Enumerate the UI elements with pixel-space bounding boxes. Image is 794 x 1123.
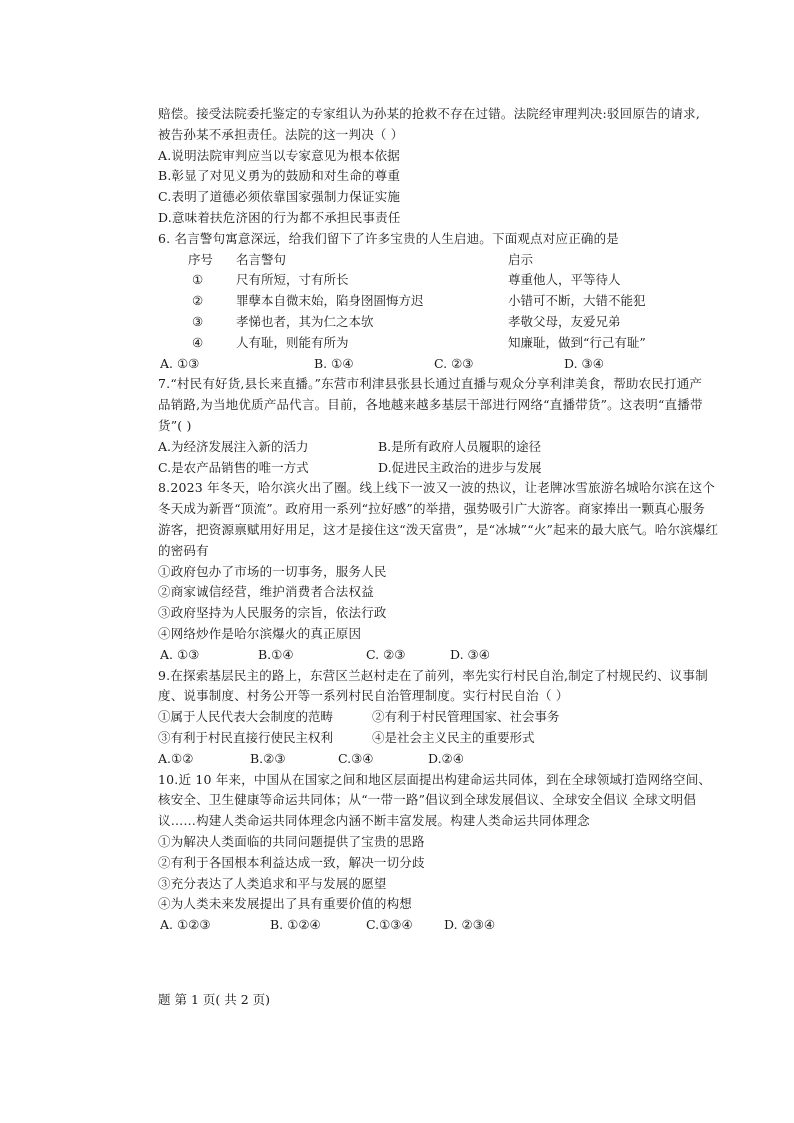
q6-row-saying: 罪孽本自微末始，陷身囹圄悔方迟 [236, 293, 424, 309]
q8-statement-3: ③政府坚持为人民服务的宗旨，依法行政 [158, 605, 387, 621]
q6-row-no: ③ [192, 313, 204, 329]
q9-option-a: A.①② [158, 750, 194, 766]
q10-option-a: A. ①②③ [160, 917, 211, 933]
q6-table-row [158, 333, 718, 354]
q8-statement-1: ①政府包办了市场的一切事务，服务人民 [158, 563, 387, 579]
q9-statement-4: ④是社会主义民主的重要形式 [372, 729, 535, 745]
q7-option-b: B.是所有政府人员履职的途径 [378, 438, 542, 454]
q6-row-hint: 小错可不断，大错不能犯 [508, 293, 646, 309]
q9-option-c: C.③④ [338, 750, 374, 766]
q7-text-line-3: 货”( ) [158, 417, 192, 433]
q8-statement-2: ②商家诚信经营，维护消费者合法权益 [158, 584, 374, 600]
q6-stem: 6. 名言警句寓意深远，给我们留下了许多宝贵的人生启迪。下面观点对应正确的是 [158, 230, 620, 246]
q10-text-line-2: 核安全、卫生健康等命运共同体；从“一带一路”倡议到全球发展倡议、全球安全倡议 全球文明倡 [158, 792, 697, 808]
q7-option-c: C.是农产品销售的唯一方式 [158, 459, 309, 475]
q6-option-d: D. ③④ [564, 355, 604, 371]
q6-row-no: ① [192, 272, 204, 288]
q7-text-line-2: 品销路,为当地优质产品代言。目前，各地越来越多基层干部进行网络“直播带货”。这表明“直播带 [158, 397, 703, 413]
q7-text-line-1: 7.“村民有好货,县长来直播。”东营市利津县张县长通过直播与观众分享利津美食，帮助农民打通产 [158, 376, 703, 392]
q6-table-header [158, 250, 718, 271]
q9-option-b: B.②③ [250, 750, 286, 766]
q6-row-hint: 尊重他人，平等待人 [508, 272, 621, 288]
q9-statement-1: ①属于人民代表大会制度的范畴 [158, 709, 334, 725]
q7-option-d: D.促进民主政治的进步与发展 [378, 459, 542, 475]
exam-content [158, 104, 718, 936]
q8-statement-4: ④网络炒作是哈尔滨爆火的真正原因 [158, 625, 362, 641]
q6-row-saying: 人有耻，则能有所为 [236, 334, 349, 350]
q10-text-line-1: 10.近 10 年来，中国从在国家之间和地区层面提出构建命运共同体，到在全球领域打造网络空间、 [158, 771, 712, 787]
q6-option-a: A. ①③ [160, 355, 200, 371]
q6-row-no: ④ [192, 334, 204, 350]
q6-row-hint: 孝敬父母，友爱兄弟 [508, 313, 621, 329]
q8-text-line-1: 8.2023 年冬天，哈尔滨火出了圈。线上线下一波又一波的热议，让老牌冰雪旅游名城哈尔滨在这个 [158, 480, 716, 496]
q10-statement-1: ①为解决人类面临的共同问题提供了宝贵的思路 [158, 833, 425, 849]
q6-header-saying: 名言警句 [236, 251, 287, 267]
q7-option-a: A.为经济发展注入新的活力 [158, 438, 309, 454]
q8-option-b: B.①④ [258, 646, 294, 662]
q9-text-line-1: 9.在探索基层民主的路上，东营区兰赵村走在了前列，率先实行村民自治,制定了村规民约、议事制 [158, 667, 708, 683]
q10-options [158, 915, 718, 936]
q7-options-cd [158, 458, 718, 479]
q10-statement-2: ②有利于各国根本利益达成一致，解决一切分歧 [158, 854, 425, 870]
q9-statement-2: ②有利于村民管理国家、社会事务 [372, 709, 560, 725]
q10-option-c: C.①③④ [366, 917, 413, 933]
q6-option-c: C. ②③ [434, 355, 474, 371]
q6-table [158, 250, 718, 354]
q8-text-line-3: 游客，把资源禀赋用好用足，这才是接住这“泼天富贵”，是“冰城”“火”起来的最大底气。哈尔滨爆红 [158, 521, 719, 537]
q10-statement-3: ③充分表达了人类追求和平与发展的愿望 [158, 875, 387, 891]
q5-text-line-2: 被告孙某不承担责任。法院的这一判决（ ） [158, 126, 404, 142]
q8-option-d: D. ③④ [450, 646, 490, 662]
q10-statement-4: ④为人类未来发展提出了具有重要价值的构想 [158, 896, 413, 912]
q5-text-line-1: 赔偿。接受法院委托鉴定的专家组认为孙某的抢救不存在过错。法院经审理判决:驳回原告的请求, [158, 106, 700, 121]
q5-option-c: C.表明了道德必须依靠国家强制力保证实施 [158, 189, 401, 205]
q8-options [158, 645, 718, 666]
q6-options [158, 354, 718, 375]
q10-option-d: D. ②③④ [444, 917, 496, 933]
q5-option-a: A.说明法院审判应当以专家意见为根本依据 [158, 147, 401, 163]
q6-row-hint: 知廉耻，做到“行己有耻” [508, 334, 646, 350]
q9-statements-34 [158, 728, 718, 749]
q9-option-d: D.②④ [428, 750, 464, 766]
q9-statement-3: ③有利于村民直接行使民主权利 [158, 729, 334, 745]
q10-text-line-3: 议……构建人类命运共同体理念内涵不断丰富发展。构建人类命运共同体理念 [158, 813, 590, 829]
q9-text-line-2: 度、说事制度、村务公开等一系列村民自治管理制度。实行村民自治（ ） [158, 688, 569, 704]
q8-text-line-4: 的密码有 [158, 542, 209, 558]
q10-option-b: B. ①②④ [270, 917, 321, 933]
q6-table-row [158, 312, 718, 333]
q6-table-row [158, 291, 718, 312]
q8-option-c: C. ②③ [366, 646, 406, 662]
q6-header-no: 序号 [188, 251, 214, 267]
q7-options-ab [158, 437, 718, 458]
q6-table-row [158, 270, 718, 291]
q6-row-saying: 孝悌也者，其为仁之本欤 [236, 313, 374, 329]
q6-header-hint: 启示 [508, 251, 534, 267]
page-footer: 题 第 1 页( 共 2 页) [158, 992, 270, 1007]
q9-statements-12 [158, 707, 718, 728]
q6-option-b: B. ①④ [314, 355, 354, 371]
q6-row-no: ② [192, 293, 204, 309]
q5-option-d: D.意味着扶危济困的行为都不承担民事责任 [158, 209, 401, 225]
q6-row-saying: 尺有所短，寸有所长 [236, 272, 349, 288]
q5-option-b: B.彰显了对见义勇为的鼓励和对生命的尊重 [158, 168, 401, 184]
q8-option-a: A. ①③ [160, 646, 200, 662]
q8-text-line-2: 冬天成为新晋“顶流”。政府用一系列“拉好感”的举措，强势吸引广大游客。商家捧出一颗真心服务 [158, 501, 706, 517]
q9-options [158, 749, 718, 770]
